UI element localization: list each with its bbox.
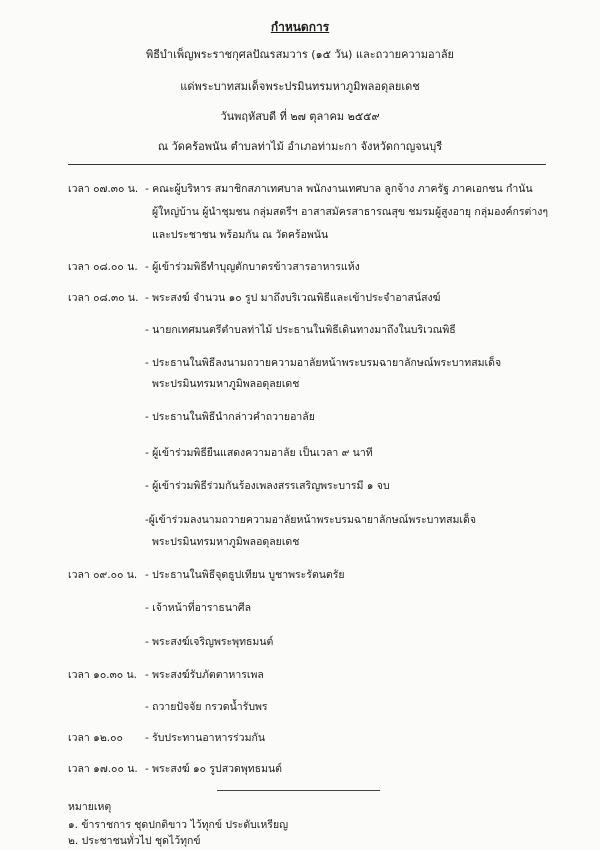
schedule-item-text: - ผู้เข้าร่วมพิธีทำบุญตักบาตรข้าวสารอาหารแห้ง (145, 261, 360, 273)
schedule-item-text: ผู้ใหญ่บ้าน ผู้นำชุมชน กลุ่มสตรีฯ อาสาสมัครสาธารณสุข ชมรมผู้สูงอายุ กลุ่มองค์กรต่างๆ (152, 206, 549, 218)
schedule-subitem: -ผู้เข้าร่วมลงนามถวายความอาลัยหน้าพระบรมฉายาลักษณ์พระบาทสมเด็จ (145, 514, 476, 526)
schedule-subitem: - ผู้เข้าร่วมพิธียืนแสดงความอาลัย เป็นเวลา ๙ นาที (145, 447, 373, 459)
schedule-subitem: - นายกเทศมนตรีตำบลท่าไม้ ประธานในพิธีเดินทางมาถึงในบริเวณพิธี (145, 324, 456, 336)
schedule-item-text: - ประธานในพิธีจุดธูปเทียน บูชาพระรัตนตรัย (145, 569, 345, 581)
schedule-item-text: และประชาชน พร้อมกัน ณ วัดคร้อพนัน (152, 229, 329, 241)
note-item: ๑. ข้าราชการ ชุดปกติขาว ไว้ทุกข์ ประดับเหรียญ (68, 819, 289, 831)
end-divider (217, 790, 380, 791)
schedule-subitem: พระปรมินทรมหาภูมิพลอดุลยเดช (152, 378, 300, 390)
schedule-time: เวลา ๐๘.๓๐ น. (68, 292, 139, 304)
schedule-subitem: - ประธานในพิธีลงนามถวายความอาลัยหน้าพระบรมฉายาลักษณ์พระบาทสมเด็จ (145, 357, 502, 369)
ceremony-venue: ณ วัดคร้อพนัน ตำบลท่าไม้ อำเภอท่ามะกา จังหวัดกาญจนบุรี (157, 140, 443, 153)
schedule-subitem: - ผู้เข้าร่วมพิธีร่วมกันร้องเพลงสรรเสริญพระบารมี ๑ จบ (145, 480, 390, 492)
schedule-subitem: - ประธานในพิธีนำกล่าวคำถวายอาลัย (145, 411, 315, 423)
schedule-subitem: พระปรมินทรมหาภูมิพลอดุลยเดช (152, 536, 300, 548)
schedule-subitem: - ถวายปัจจัย กรวดน้ำรับพร (145, 701, 268, 713)
schedule-item-text: - รับประทานอาหารร่วมกัน (145, 732, 266, 744)
schedule-subitem: - พระสงฆ์เจริญพระพุทธมนต์ (145, 636, 274, 648)
schedule-item-text: - คณะผู้บริหาร สมาชิกสภาเทศบาล พนักงานเทศบาล ลูกจ้าง ภาครัฐ ภาคเอกชน กำนัน (145, 183, 533, 195)
schedule-item-text: - พระสงฆ์ จำนวน ๑๐ รูป มาถึงบริเวณพิธีและเข้าประจำอาสน์สงฆ์ (145, 292, 441, 304)
dedication-line: แด่พระบาทสมเด็จพระปรมินทรมหาภูมิพลอดุลยเดช (180, 80, 420, 93)
schedule-time: เวลา ๑๒.๐๐ (68, 732, 123, 744)
schedule-item-text: - พระสงฆ์รับภัตตาหารเพล (145, 669, 264, 681)
schedule-time: เวลา ๐๙.๐๐ น. (68, 569, 138, 581)
schedule-time: เวลา ๑๗.๐๐ น. (68, 763, 138, 775)
schedule-subitem: - เจ้าหน้าที่อาราธนาศีล (145, 602, 251, 614)
note-item: ๒. ประชาชนทั่วไป ชุดไว้ทุกข์ (68, 835, 201, 847)
schedule-time: เวลา ๑๐.๓๐ น. (68, 669, 138, 681)
notes-heading: หมายเหตุ (68, 801, 112, 813)
schedule-time: เวลา ๐๘.๐๐ น. (68, 261, 138, 273)
ceremony-date: วันพฤหัสบดี ที่ ๒๗ ตุลาคม ๒๕๕๙ (220, 110, 380, 123)
header-divider (68, 164, 546, 165)
schedule-time: เวลา ๐๗.๓๐ น. (68, 183, 139, 195)
ceremony-name: พิธีบำเพ็ญพระราชกุศลปัณรสมวาร (๑๕ วัน) และถวายความอาลัย (145, 48, 455, 61)
document-title: กำหนดการ (270, 20, 330, 34)
schedule-item-text: - พระสงฆ์ ๑๐ รูปสวดพุทธมนต์ (145, 763, 283, 775)
